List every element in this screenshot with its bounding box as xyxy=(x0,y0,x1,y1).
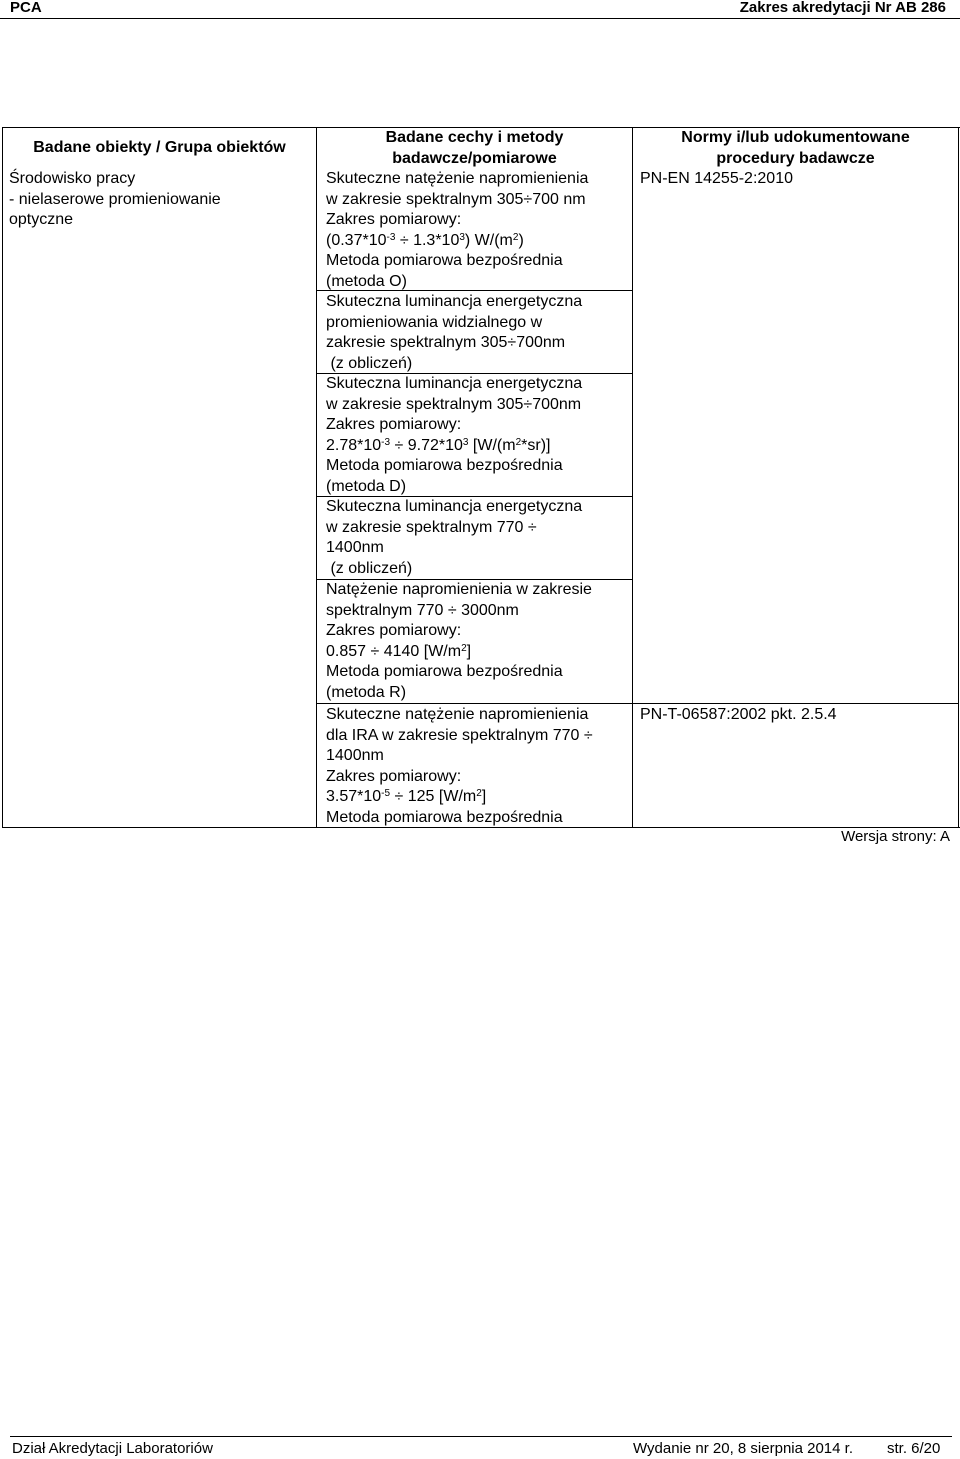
column-divider-2 xyxy=(632,127,633,828)
footer-page-number: str. 6/20 xyxy=(887,1440,941,1457)
column-divider-1 xyxy=(316,127,317,828)
method-block-6: Skuteczne natężenie napromienienia dla IRA w zakresie spektralnym 770 ÷ 1400nm Zakres pomiarowy: $3.57*10^{-5} \div 125$ $[W/m^2]$ Metoda pomiarowa bezpośrednia xyxy=(326,705,630,829)
measurement-range: $3.57*10^{-5} \div 125$ $[W/m^2]$ xyxy=(326,788,487,806)
method-block-1: Skuteczne natężenie napromienienia w zakresie spektralnym 305÷700 nm Zakres pomiarowy: $(0.37*10^{-3} \div 1.3*10^3)$ $W/(m^2)$ Metoda pomiarowa bezpośrednia (metoda O) xyxy=(326,169,630,293)
footer-divider xyxy=(10,1436,952,1437)
page-version: Wersja strony: A xyxy=(841,828,950,845)
norm-1: PN-EN 14255-2:2010 xyxy=(640,170,793,187)
method-block-2: Skuteczna luminancja energetyczna promieniowania widzialnego w zakresie spektralnym 305÷700nm (z obliczeń) xyxy=(326,293,583,372)
norm-2: PN-T-06587:2002 pkt. 2.5.4 xyxy=(640,706,837,723)
table-border-left xyxy=(2,127,3,828)
method-block-3: Skuteczna luminancja energetyczna w zakresie spektralnym 305÷700nm Zakres pomiarowy: $2.78*10^{-3} \div 9.72*10^3$ $[W/(m^2*sr)]$ Metoda pomiarowa bezpośrednia (metoda D) xyxy=(326,374,630,498)
footer-department: Dział Akredytacji Laboratoriów xyxy=(12,1440,213,1457)
object-group: Środowisko pracy - nielaserowe promieniowanie optyczne xyxy=(9,170,221,229)
measurement-range: $(0.37*10^{-3} \div 1.3*10^3)$ $W/(m^2)$ xyxy=(326,231,524,249)
footer-edition: Wydanie nr 20, 8 sierpnia 2014 r. xyxy=(633,1440,853,1457)
header-norms: Normy i/lub udokumentowane procedury badawcze xyxy=(681,129,910,167)
page-header xyxy=(0,0,960,19)
header-org: PCA xyxy=(10,0,42,16)
method-block-4: Skuteczna luminancja energetyczna w zakresie spektralnym 770 ÷ 1400nm (z obliczeń) xyxy=(326,498,583,577)
header-scope-title: Zakres akredytacji Nr AB 286 xyxy=(739,0,946,16)
table-border-right xyxy=(958,127,959,828)
method-block-5: Natężenie napromienienia w zakresie spektralnym 770 ÷ 3000nm Zakres pomiarowy: 0.857 ÷ 4140 $[W/m^2]$ Metoda pomiarowa bezpośrednia (metoda R) xyxy=(326,580,630,704)
measurement-range: 0.857 ÷ 4140 $[W/m^2]$ xyxy=(326,642,472,660)
header-methods: Badane cechy i metody badawcze/pomiarowe xyxy=(385,129,564,167)
measurement-range: $2.78*10^{-3} \div 9.72*10^3$ $[W/(m^2*sr)]$ xyxy=(326,436,551,454)
header-objects: Badane obiekty / Grupa obiektów xyxy=(33,139,286,156)
